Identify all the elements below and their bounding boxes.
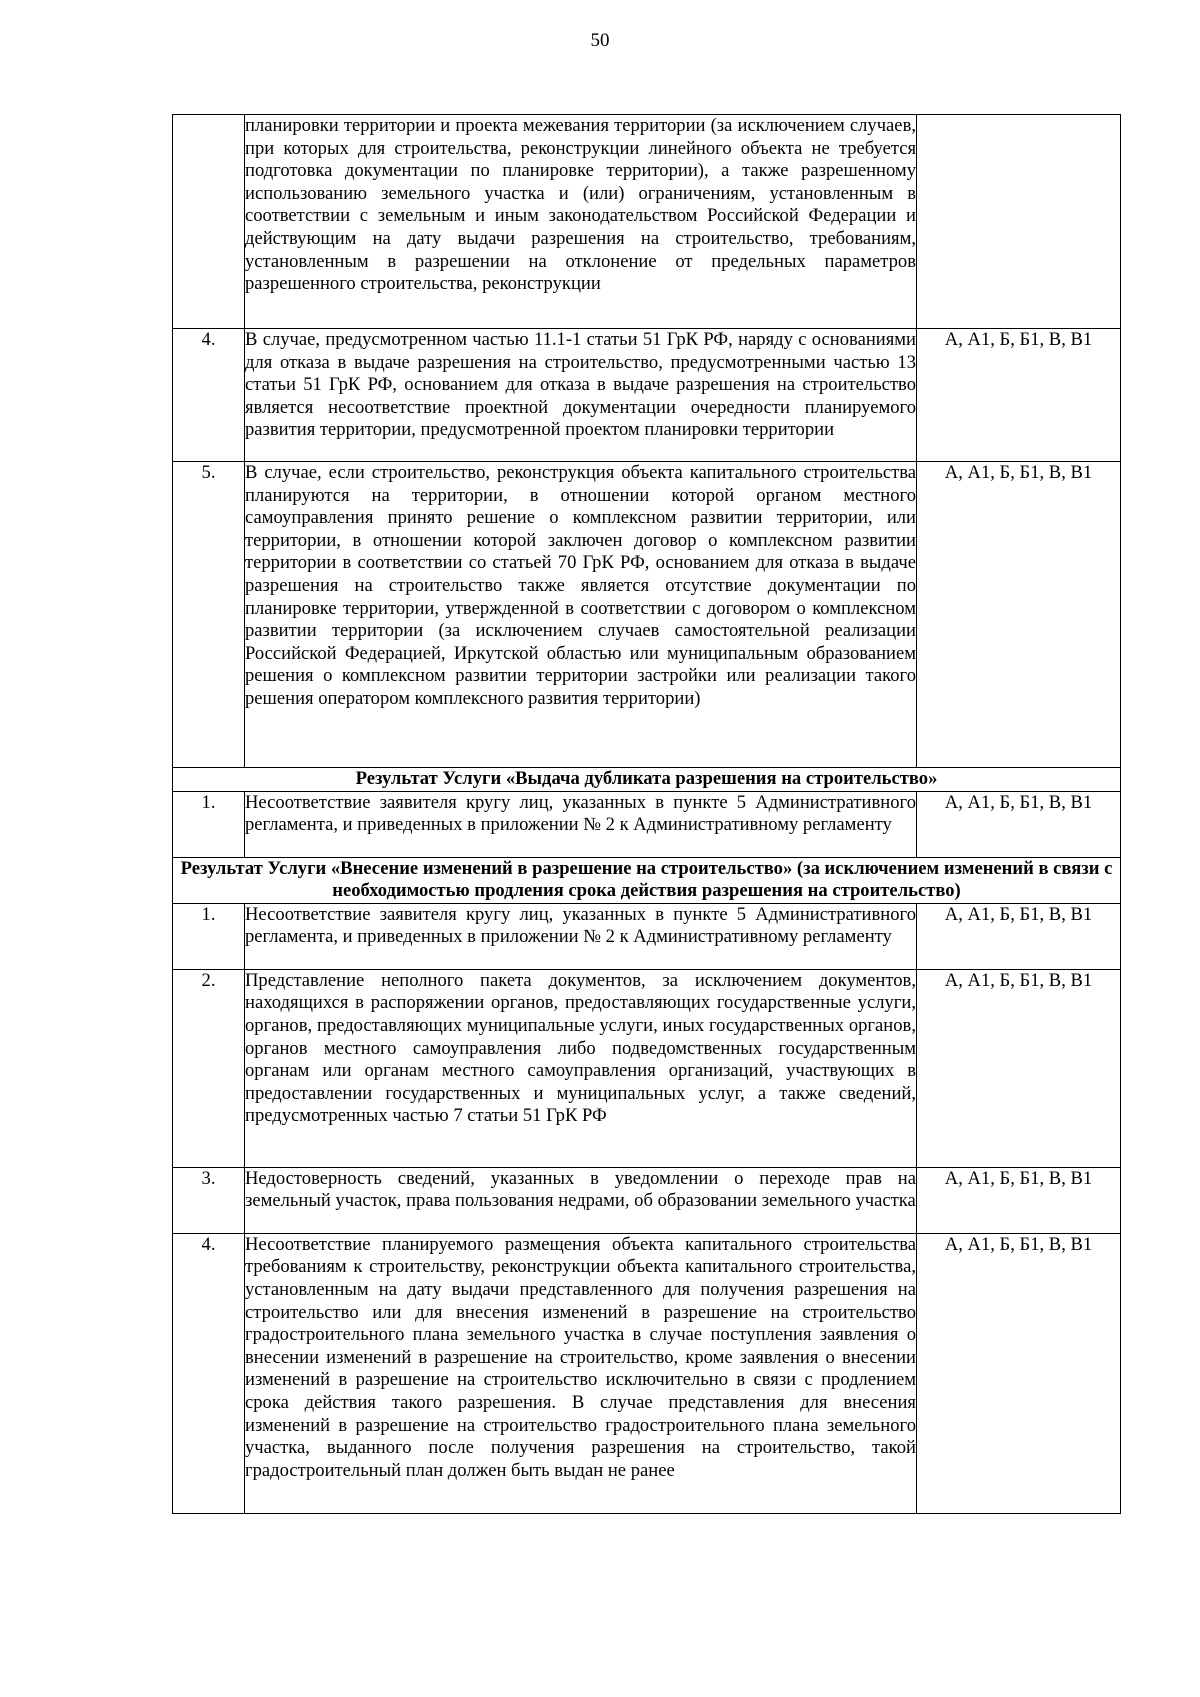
- row-text: Представление неполного пакета документов, за исключением документов, находящихся в распоряжении органов, предоставляющих государственные услуги, органов, предоставляющих муниципальные услуги, иных государственных органов, органов местного самоуправления либо подведомственных государственным органам или органам местного самоуправления организаций, участвующих в предоставлении государственных и муниципальных услуг, а также сведений, предусмотренных частью 7 статьи 51 ГрК РФ: [245, 969, 917, 1167]
- row-codes: А, А1, Б, Б1, В, В1: [917, 329, 1121, 462]
- section-header-row: [173, 768, 1121, 792]
- section-title-duplicate: Результат Услуги «Выдача дубликата разрешения на строительство»: [173, 768, 1121, 792]
- table-row: [173, 903, 1121, 969]
- row-codes: А, А1, Б, Б1, В, В1: [917, 1233, 1121, 1513]
- row-text: Недостоверность сведений, указанных в уведомлении о переходе прав на земельный участок, права пользования недрами, об образовании земельного участка: [245, 1167, 917, 1233]
- row-number: 2.: [173, 969, 245, 1167]
- row-number: [173, 115, 245, 329]
- table-row: [173, 1233, 1121, 1513]
- row-codes: А, А1, Б, Б1, В, В1: [917, 903, 1121, 969]
- table-row: [173, 115, 1121, 329]
- row-number: 3.: [173, 1167, 245, 1233]
- section-header-row: [173, 857, 1121, 903]
- row-codes: А, А1, Б, Б1, В, В1: [917, 1167, 1121, 1233]
- table-row: [173, 791, 1121, 857]
- page-number: 50: [590, 30, 610, 51]
- grounds-table: [172, 114, 1121, 1514]
- table-row: [173, 462, 1121, 768]
- row-codes: [917, 115, 1121, 329]
- row-text: Несоответствие заявителя кругу лиц, указанных в пункте 5 Административного регламента, и приведенных в приложении № 2 к Административному регламенту: [245, 903, 917, 969]
- section-title-changes: Результат Услуги «Внесение изменений в разрешение на строительство» (за исключением изменений в связи с необходимостью продления срока действия разрешения на строительство): [173, 857, 1121, 903]
- row-number: 4.: [173, 1233, 245, 1513]
- row-text: Несоответствие планируемого размещения объекта капитального строительства требованиям к строительству, реконструкции объекта капитального строительства, установленным на дату выдачи представленного для получения разрешения на строительство или для внесения изменений в разрешение на строительство градостроительного плана земельного участка в случае поступления заявления о внесении изменений в разрешение на строительство, кроме заявления о внесении изменений в разрешение на строительство исключительно в связи с продлением срока действия такого разрешения. В случае представления для внесения изменений в разрешение на строительство градостроительного плана земельного участка, выданного после получения разрешения на строительство, такой градостроительный план должен быть выдан не ранее: [245, 1233, 917, 1513]
- row-codes: А, А1, Б, Б1, В, В1: [917, 791, 1121, 857]
- row-number: 4.: [173, 329, 245, 462]
- table-row: [173, 1167, 1121, 1233]
- row-codes: А, А1, Б, Б1, В, В1: [917, 969, 1121, 1167]
- row-number: 1.: [173, 791, 245, 857]
- row-number: 5.: [173, 462, 245, 768]
- table-row: [173, 969, 1121, 1167]
- row-text: Несоответствие заявителя кругу лиц, указанных в пункте 5 Административного регламента, и приведенных в приложении № 2 к Административному регламенту: [245, 791, 917, 857]
- row-text: В случае, предусмотренном частью 11.1-1 статьи 51 ГрК РФ, наряду с основаниями для отказа в выдаче разрешения на строительство, предусмотренными частью 13 статьи 51 ГрК РФ, основанием для отказа в выдаче разрешения на строительство является несоответствие проектной документации очередности планируемого развития территории, предусмотренной проектом планировки территории: [245, 329, 917, 462]
- row-codes: А, А1, Б, Б1, В, В1: [917, 462, 1121, 768]
- row-text: планировки территории и проекта межевания территории (за исключением случаев, при которых для строительства, реконструкции линейного объекта не требуется подготовка документации по планировке территории), а также разрешенному использованию земельного участка и (или) ограничениям, установленным в соответствии с земельным и иным законодательством Российской Федерации и действующим на дату выдачи разрешения на строительство, требованиям, установленным в разрешении на отклонение от предельных параметров разрешенного строительства, реконструкции: [245, 115, 917, 329]
- row-text: В случае, если строительство, реконструкция объекта капитального строительства планируются на территории, в отношении которой органом местного самоуправления принято решение о комплексном развитии территории, или территории, в отношении которой заключен договор о комплексном развитии территории в соответствии со статьей 70 ГрК РФ, основанием для отказа в выдаче разрешения на строительство также является отсутствие документации по планировке территории, утвержденной в соответствии с договором о комплексном развитии территории (за исключением случаев самостоятельной реализации Российской Федерацией, Иркутской областью или муниципальным образованием решения о комплексном развитии территории застройки или реализации такого решения оператором комплексного развития территории): [245, 462, 917, 768]
- row-number: 1.: [173, 903, 245, 969]
- table-row: [173, 329, 1121, 462]
